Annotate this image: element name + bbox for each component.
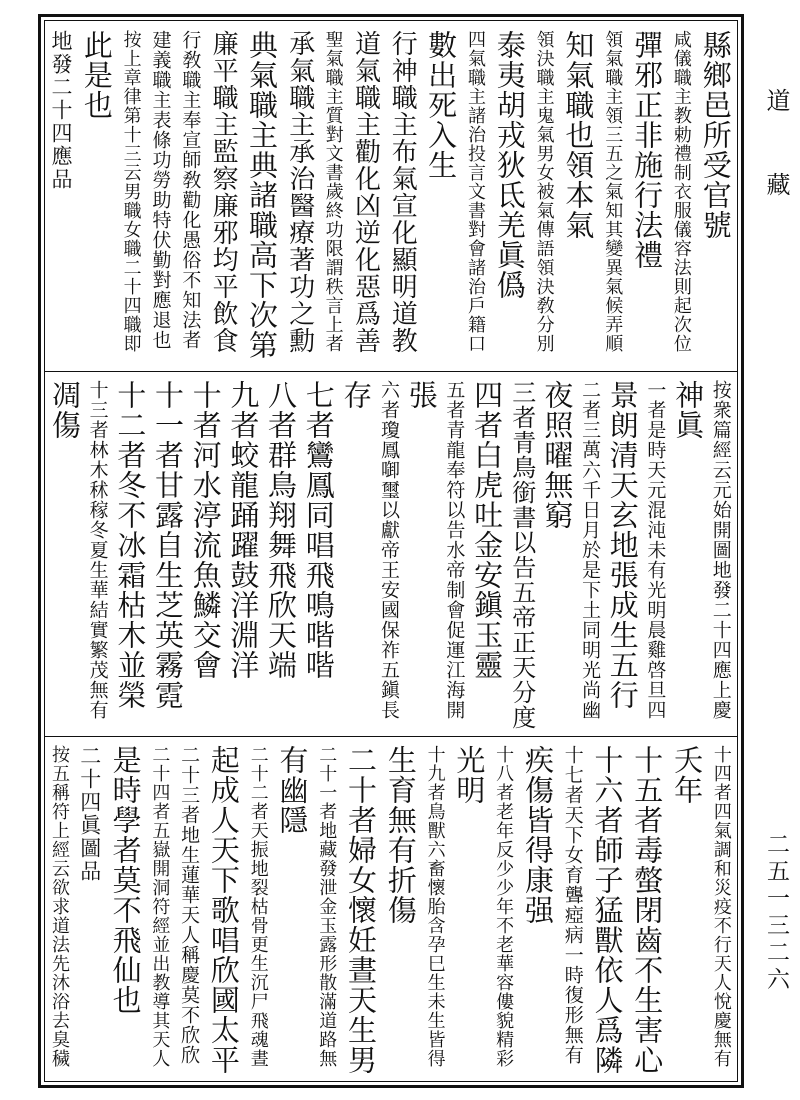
text-column: 一者是時天元混沌未有光明晨雞啓旦四: [644, 380, 667, 720]
text-column: 典氣職主典諸職高下次第: [244, 30, 279, 360]
text-column: 領決職主鬼氣男女被氣傳語領決敎分別: [533, 30, 555, 353]
text-column: 行敎職主奉宣師敎勸化愚俗不知法者: [179, 30, 202, 350]
text-column: 夜照曜無窮: [540, 380, 575, 530]
text-column: 十一者甘露自生芝英霧霓: [151, 380, 186, 710]
text-column: 生育無有折傷: [383, 745, 418, 925]
text-column: 泰夷胡戎狄氐羌眞僞: [492, 30, 527, 300]
text-column: 十五者毒螫閉齒不生害心: [630, 745, 665, 1075]
text-column: 縣鄉邑所受官號: [698, 30, 733, 240]
text-column: 按五稱符上經云欲求道法先沐浴去臭穢: [49, 745, 70, 1068]
text-column: 三者青鳥銜書以告五帝正天分度: [507, 380, 536, 730]
text-column: 咸儀職主教勅禮制衣服儀容法則起次位: [670, 30, 692, 353]
text-column: 彈邪正非施行法禮: [630, 30, 665, 270]
text-column: 神眞: [671, 380, 706, 440]
text-column: 道氣職主勸化凶逆化惡爲善: [350, 30, 381, 354]
text-column: 存: [339, 380, 374, 410]
text-column: 十六者師子猛獸依人爲隣: [590, 745, 625, 1075]
text-column: 領氣職主領三五之氣知其變異氣候弄順: [602, 30, 624, 353]
text-column: 夭年: [670, 745, 705, 805]
text-column: 六者瓊鳳啣璽以獻帝王安國保祚五鎭長: [378, 380, 401, 720]
text-column: 九者蛟龍踊躍鼓洋淵洋: [226, 380, 261, 680]
text-panel-top: [49, 30, 733, 364]
section-heading: 地發二十四應品: [49, 30, 73, 191]
text-column: 七者鸞鳳同唱飛鳴喈喈: [301, 380, 336, 680]
text-column: 按上章律第十三云男職女職二十四職即: [120, 30, 142, 353]
text-column: 聖氣職主質對文書歲終功限謂秩言上者: [322, 30, 344, 353]
text-column: 十三者林木秫稼冬夏生華結實繁茂無有: [86, 380, 109, 720]
text-column: 張: [404, 380, 439, 410]
text-column: 行神職主布氣宣化顯明道教: [387, 30, 418, 354]
text-column: 二十一者地藏發泄金玉露形散滿道路無: [316, 745, 338, 1068]
text-column: 凋傷: [48, 380, 82, 440]
text-panel-bottom: [50, 745, 730, 1077]
text-column: 五者青龍奉符以告水帝制會促運江海開: [443, 380, 466, 720]
text-column: 十八者老年反少少年不老華容僂貌精彩: [493, 745, 515, 1068]
text-column: 四氣職主諸治投言文書對會諸治戶籍口: [464, 30, 486, 353]
text-column: 十者河水渟流魚鱗交會: [188, 380, 223, 680]
text-column: 光明: [452, 745, 487, 805]
text-column: 建義職主表條功勞助特伏勤對應退也: [149, 30, 172, 350]
text-column: 四者白虎吐金安鎭玉靈: [470, 380, 505, 680]
text-column: 二十者婦女懷妊晝天生男: [344, 745, 379, 1075]
text-column: 按衆篇經云元始開圖地發二十四應上慶: [709, 380, 732, 720]
text-column: 二者三萬六千日月於是下土同明光尚幽: [579, 380, 602, 720]
text-column: 疾傷皆得康强: [520, 745, 555, 925]
panel-divider-bottom: [44, 736, 738, 737]
text-panel-middle: [50, 380, 730, 730]
text-column: 二十三者地生蓮華天人稱慶莫不欣欣: [178, 745, 201, 1065]
text-column: 此是也: [79, 30, 114, 120]
text-column: 是時學者莫不飛仙也: [108, 745, 143, 1015]
text-column: 二十二者天振地裂枯骨更生沉尸飛魂晝: [247, 745, 269, 1068]
section-heading: 二十四眞圖品: [77, 745, 102, 883]
text-column: 八者群鳥翔舞飛欣天端: [264, 380, 299, 680]
panel-divider-top: [44, 371, 738, 372]
text-column: 十九者鳥獸六畜懷胎含孕巳生未生皆得: [424, 745, 446, 1068]
page-number: 二五一三二六: [763, 832, 789, 994]
text-column: 數出死入生: [424, 30, 459, 180]
text-column: 承氣職主承治醫療著功之勳: [284, 30, 315, 354]
text-column: 十七者天下女育聾瘂病一時復形無有: [561, 745, 584, 1065]
text-column: 十四者四氣調和災疫不行天人悅慶無有: [710, 745, 732, 1068]
text-column: 起成人天下歌唱欣國太平: [206, 745, 241, 1075]
text-column: 景朗清天玄地張成生五行: [605, 380, 640, 710]
text-column: 十二者冬不冰霜枯木並榮: [113, 380, 148, 710]
text-column: 二十四者五嶽開洞符經並出教導其天人: [149, 745, 171, 1068]
text-column: 知氣職也領本氣: [561, 30, 596, 240]
source-mark: 道藏: [762, 88, 790, 256]
text-column: 廉平職主監察廉邪均平飲食: [208, 30, 239, 354]
text-column: 有幽隱: [275, 745, 310, 835]
